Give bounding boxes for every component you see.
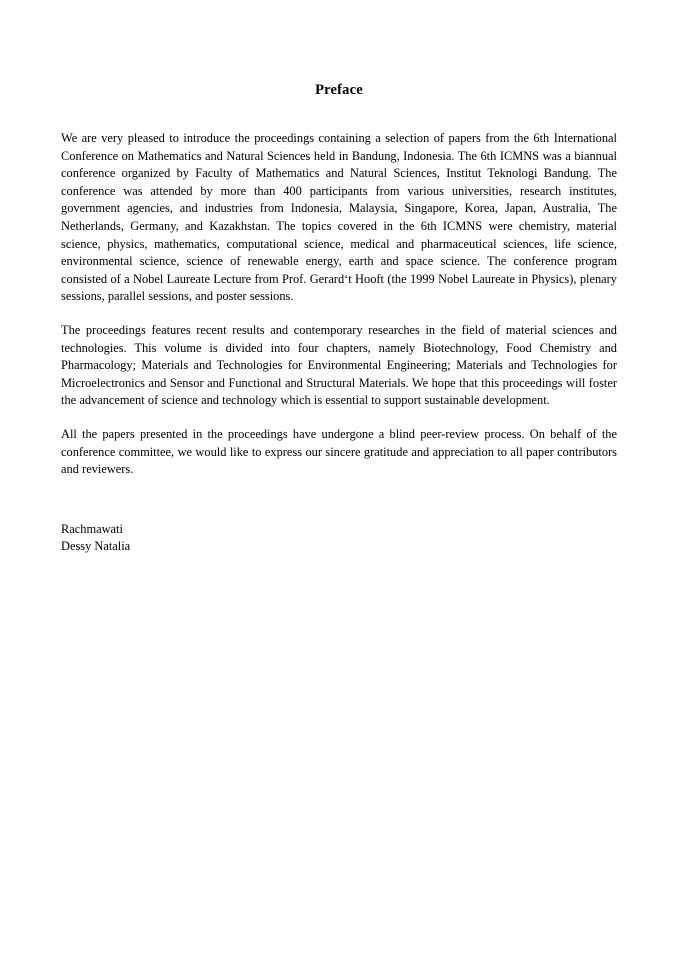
paragraph-acknowledgement: All the papers presented in the proceedings have undergone a blind peer-review process. On behalf of the conference committee, we would like to express our sincere gratitude and appreciation to all paper contributors and reviewers.	[61, 426, 617, 477]
signature-editor-2: Dessy Natalia	[61, 539, 131, 554]
page-title: Preface	[315, 82, 363, 98]
signature-editor-1: Rachmawati	[61, 521, 123, 536]
paragraph-contents: The proceedings features recent results and contemporary researches in the field of material sciences and technologies. This volume is divided into four chapters, namely Biotechnology, Food Chemistry and Pharmacology; Materials and Technologies for Environmental Engineering; Materials and Technologies for Microelectronics and Sensor and Functional and Structural Materials. We hope that this proceedings will foster the advancement of science and technology which is essential to support sustainable development.	[61, 322, 617, 408]
page-content	[61, 0, 617, 556]
signature-block	[61, 479, 617, 556]
paragraph-intro: We are very pleased to introduce the proceedings containing a selection of papers from the 6th International Conference on Mathematics and Natural Sciences held in Bandung, Indonesia. The 6th ICMNS was a biannual conference organized by Faculty of Mathematics and Natural Sciences, Institut Teknologi Bandung. The conference was attended by more than 400 participants from various universities, research institutes, government agencies, and industries from Indonesia, Malaysia, Singapore, Korea, Japan, Australia, The Netherlands, Germany, and Kazakhstan. The topics covered in the 6th ICMNS were chemistry, material science, physics, mathematics, computational science, medical and pharmaceutical sciences, life science, environmental science, science of renewable energy, earth and space science. The conference program consisted of a Nobel Laureate Lecture from Prof. Gerard‘t Hooft (the 1999 Nobel Laureate in Physics), plenary sessions, parallel sessions, and poster sessions.	[61, 131, 617, 304]
document-body	[61, 99, 617, 479]
